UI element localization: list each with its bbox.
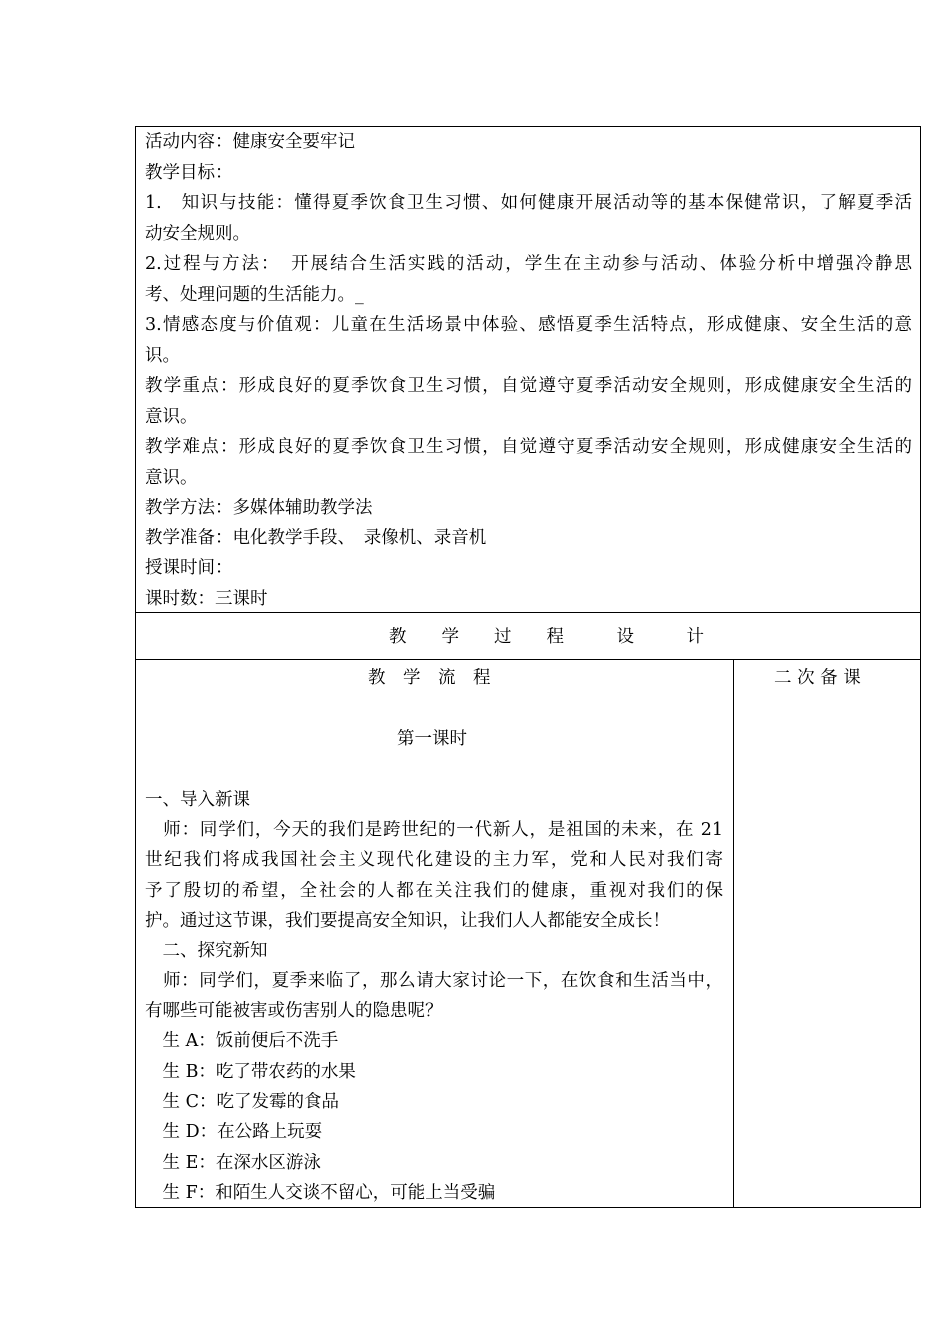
activity-content: 活动内容：健康安全要牢记 <box>145 132 355 152</box>
student-answer: 生 F：和陌生人交谈不留心，可能上当受骗 <box>145 1183 496 1203</box>
teaching-goals-heading: 教学目标： <box>145 163 233 183</box>
goal-3-line-2: 识。 <box>145 346 180 366</box>
explore-paragraph-line-1: 师：同学们，夏季来临了，那么请大家讨论一下，在饮食和生活当中， <box>145 971 723 991</box>
class-time: 授课时间： <box>145 558 233 578</box>
section-explore-heading: 二、探究新知 <box>145 941 268 961</box>
student-answer: 生 C：吃了发霉的食品 <box>145 1092 339 1112</box>
intro-paragraph-line-2: 世纪我们将成我国社会主义现代化建设的主力军，党和人民对我们寄 <box>145 850 723 870</box>
class-periods: 课时数：三课时 <box>145 589 268 609</box>
teaching-preparation: 教学准备：电化教学手段、 录像机、录音机 <box>145 528 487 548</box>
intro-paragraph-line-4: 护。通过这节课，我们要提高安全知识，让我们人人都能安全成长！ <box>145 911 670 931</box>
goal-1-line-1: 1. 知识与技能：懂得夏季饮食卫生习惯、如何健康开展活动等的基本保健常识，了解夏季活 <box>145 193 912 213</box>
second-prep-column-title: 二 次 备 课 <box>774 668 861 688</box>
table-column-divider <box>733 659 734 1208</box>
student-answer: 生 B：吃了带农药的水果 <box>145 1062 356 1082</box>
student-answer: 生 A：饭前便后不洗手 <box>145 1031 339 1051</box>
goal-2-line-2: 考、处理问题的生活能力。_ <box>145 285 364 305</box>
goal-1-line-2: 动安全规则。 <box>145 224 250 244</box>
intro-paragraph-line-1: 师：同学们，今天的我们是跨世纪的一代新人，是祖国的未来，在 21 <box>145 820 723 840</box>
design-header: 教 学 过 程 设 计 <box>389 627 704 647</box>
table-divider-info <box>135 612 921 613</box>
goal-3-line-1: 3.情感态度与价值观：儿童在生活场景中体验、感悟夏季生活特点，形成健康、安全生活的意 <box>145 315 912 335</box>
process-column-title: 教 学 流 程 <box>368 668 491 688</box>
key-points-line-1: 教学重点：形成良好的夏季饮食卫生习惯，自觉遵守夏季活动安全规则，形成健康安全生活的 <box>145 376 912 396</box>
key-points-line-2: 意识。 <box>145 407 198 427</box>
section-intro-heading: 一、导入新课 <box>145 790 250 810</box>
intro-paragraph-line-3: 予了殷切的希望，全社会的人都在关注我们的健康，重视对我们的保 <box>145 881 723 901</box>
table-divider-header <box>135 659 921 660</box>
lesson-number: 第一课时 <box>397 729 467 749</box>
teaching-method: 教学方法：多媒体辅助教学法 <box>145 498 373 518</box>
goal-2-line-1: 2.过程与方法： 开展结合生活实践的活动，学生在主动参与活动、体验分析中增强冷静思 <box>145 254 912 274</box>
student-answer: 生 E：在深水区游泳 <box>145 1153 321 1173</box>
student-answer: 生 D：在公路上玩耍 <box>145 1122 323 1142</box>
explore-paragraph-line-2: 有哪些可能被害或伤害别人的隐患呢？ <box>145 1001 443 1021</box>
difficulties-line-2: 意识。 <box>145 468 198 488</box>
difficulties-line-1: 教学难点：形成良好的夏季饮食卫生习惯，自觉遵守夏季活动安全规则，形成健康安全生活的 <box>145 437 912 457</box>
